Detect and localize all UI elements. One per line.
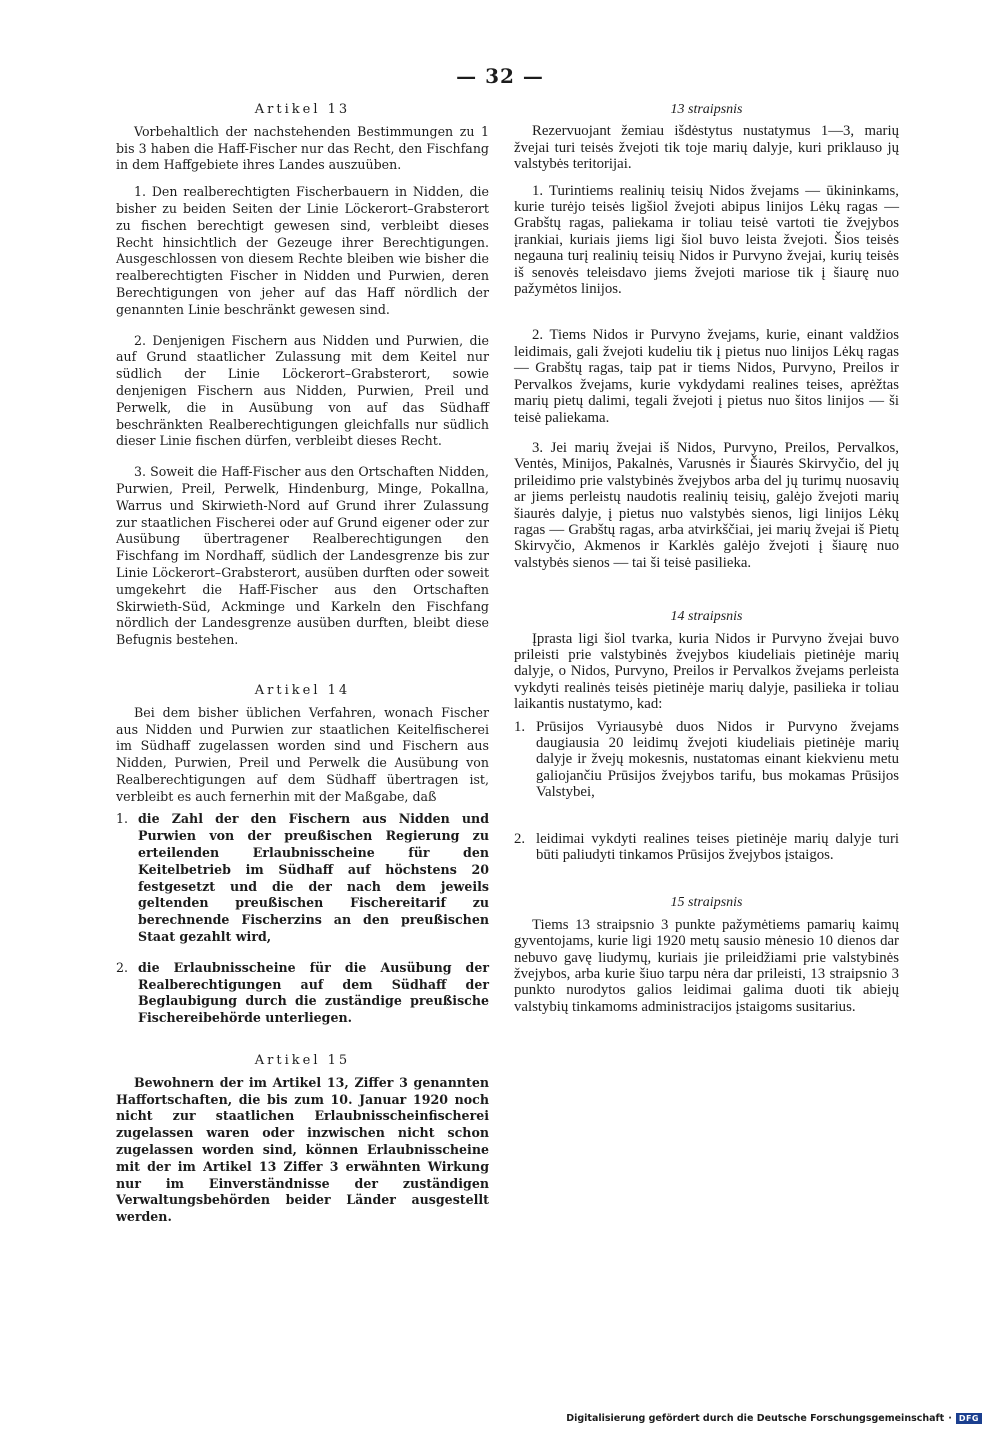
lt-article-14 [514, 609, 899, 863]
de-art14-item-2-text: die Erlaubnisscheine für die Ausübung der Realberechtigungen auf dem Südhaff der Beglaubigung durch die zuständige preußische Fischereibehörde unterliegen. [138, 959, 489, 1026]
lt-art13-item-2: 2. Tiems Nidos ir Purvyno žvejams, kurie, einant valdžios leidimais, gali žvejoti kudeliu tik į pietus nuo linijos Lėkų ragas — Grabštų ragas, taip pat ir tiems Nidos, Purvyno, Preilos ir Pervalkos žvejams, kurie vykdydami realines teises, aprėžtas marių pietų dalimi, tegali žvejoti į pietus nuo šitos linijos — ši teisė paliekama. [514, 327, 899, 426]
de-art15-heading: Artikel 15 [254, 1053, 351, 1069]
lt-art13-item-1: 1. Turintiems realinių teisių Nidos žvejams — ūkininkams, kurie turėjo teisės ligšiol žvejoti abipus linijos Lėkų ragas — Grabštų ragas, paliekama ir toliau teisė vartoti tie žvejybos įrankiai, kuriais jiems ligi šiol buvo leista žvejoti. Šios teisės negauna turį realinių teisių Nidos ir Purvyno žvejai, kurių teisės iš senovės teleisdavo jiems žvejoti mariose tik į šiaurę nuo pažymėtos linijos. [514, 182, 899, 298]
dfg-logo: DFG [956, 1413, 982, 1424]
de-article-13 [116, 102, 489, 649]
lt-art14-item-2-num: 2. [514, 830, 526, 847]
de-art13-item-2: 2. Denjenigen Fischern aus Nidden und Purwien, die auf Grund staatlicher Zulassung mit dem Keitel nur südlich der Linie Löckerort–Grabsterort, sowie denjenigen Fischern aus Nidden, Purwien, Preil und Perwelk, die in Ausübung von auf das Südhaff beschränkten Realberechtigungen gleichfalls nur südlich dieser Linie fischen dürfen, verbleibt dieses Recht. [116, 332, 489, 449]
de-art14-item-2 [116, 960, 489, 1027]
lithuanian-column [514, 102, 899, 1015]
lt-art14-item-1-text: Prūsijos Vyriausybė duos Nidos ir Purvyno žvejams daugiausia 20 leidimų žvejoti kiudeliais pietinėje marių dalyje ir žvejų mokesnis, nustatomas einant kiekvienu metu galiojančiu Prūsijos žvejybos tarifu, bus mokamas Prūsijos Valstybei, [536, 718, 899, 801]
footer-separator: · [948, 1413, 952, 1424]
de-art13-item-3: 3. Soweit die Haff-Fischer aus den Ortschaften Nidden, Purwien, Preil, Perwelk, Hindenburg, Minge, Pokallna, Warrus und Skirwieth-Nord auf Grund ihrer Zulassung zur staatlichen Fischerei oder auf Grund eigener oder zur Ausübung übertragener Realberechtigungen den Fischfang im Nordhaff, südlich der Landesgrenze bis zur Linie Löckerort–Grabsterort, ausüben durften oder soweit umgekehrt die Haff-Fischer aus den Ortschaften Skirwieth-Süd, Ackminge und Karkeln den Fischfang nördlich der Landesgrenze ausüben durften, bleibt diese Befugnis bestehen. [116, 464, 489, 648]
lt-article-15 [514, 895, 899, 1015]
de-art13-intro: Vorbehaltlich der nachstehenden Bestimmungen zu 1 bis 3 haben die Haff-Fischer nur das Recht, den Fischfang in dem Haffgebiete ihres Landes auszuüben. [116, 123, 489, 173]
lt-art15-heading: 15 straipsnis [670, 895, 743, 911]
lt-art14-item-1 [514, 719, 899, 801]
lt-art14-item-2 [514, 831, 899, 864]
de-art14-intro: Bei dem bisher üblichen Verfahren, wonach Fischer aus Nidden und Purwien zur staatlichen Keitelfischerei im Südhaff zugelassen worden sind und Fischern aus Nidden, Purwien, Preil und Perwelk die Ausübung von Realberechtigungen auf dem Südhaff übertragen ist, verbleibt es auch fernerhin mit der Maßgabe, daß [116, 704, 489, 804]
de-article-15 [116, 1053, 489, 1226]
footer-credit [566, 1413, 982, 1424]
lt-art13-item-3: 3. Jei marių žvejai iš Nidos, Purvyno, Preilos, Pervalkos, Ventės, Minijos, Pakalnės, Varusnės ir Šiaurės Skirvyčio, del jų prileidimo prie valstybinės žvejybos arba del jų turimų nuosavių ar jiems perleistų naudotis realinių teisių, galėjo žvejoti marių šiaurės dalyje, į pietus nuo valstybės sienos, ligi linijos Lėkų ragas — Grabštų ragas, arba atvirkščiai, jei marių žvejai iš Pietų Skirvyčio, Akmenos ir Karklės galėjo žvejoti į šiaurę nuo valstybės sienos — tai ši teisė pasilieka. [514, 439, 899, 571]
page-number: — 32 — [456, 64, 544, 88]
lt-art14-intro: Įprasta ligi šiol tvarka, kuria Nidos ir Purvyno žvejai buvo prileisti prie valstybinės žvejybos kiudeliais pietinėje marių dalyje, o Nidos, Purvyno, Preilos ir Pervalkos žvejams perleista vykdyti realinės teisės pietinėje marių dalyje, pasilieka ir toliau laikantis nustatymo, kad: [514, 630, 899, 713]
lt-article-13 [514, 102, 899, 571]
de-art14-heading: Artikel 14 [254, 682, 351, 698]
lt-art14-heading: 14 straipsnis [670, 609, 743, 625]
de-art15-text: Bewohnern der im Artikel 13, Ziffer 3 genannten Haffortschaften, die bis zum 10. Januar 1920 noch nicht zur staatlichen Erlaubnisscheinfischerei zugelassen waren oder inzwischen nicht schon zugelassen worden sind, können Erlaubnisscheine mit der im Artikel 13 Ziffer 3 erwähnten Wirkung nur im Einverständnisse der zuständigen Verwaltungsbehörden beider Länder ausgestellt werden. [116, 1074, 489, 1225]
lt-art14-item-1-num: 1. [514, 718, 526, 735]
de-art14-item-2-num: 2. [116, 959, 129, 975]
de-art14-item-1 [116, 811, 489, 945]
lt-art13-heading: 13 straipsnis [670, 102, 743, 117]
lt-art13-intro: Rezervuojant žemiau išdėstytus nustatymus 1—3, marių žvejai turi teisės žvejoti tik toje marių dalyje, kuri priklauso jų valstybės teritorijai. [514, 123, 899, 173]
de-art13-heading: Artikel 13 [254, 102, 351, 117]
footer-text: Digitalisierung gefördert durch die Deutsche Forschungsgemeinschaft [566, 1413, 945, 1424]
lt-art14-item-2-text: leidimai vykdyti realines teises pietinėje marių dalyje turi būti paliudyti tinkamos Prūsijos žvejybos įstaigos. [536, 830, 899, 864]
de-article-14 [116, 683, 489, 1027]
de-art14-item-1-text: die Zahl der den Fischern aus Nidden und Purwien von der preußischen Regierung zu erteilenden Erlaubnisscheine für den Keitelbetrieb im Südhaff auf höchstens 20 festgesetzt und die der nach dem jeweils geltenden preußischen Fischereitarif zu berechnende Fischerzins an den preußischen Staat gezahlt wird, [138, 811, 489, 945]
german-column [116, 102, 489, 1226]
de-art13-item-1: 1. Den realberechtigten Fischerbauern in Nidden, die bisher zu beiden Seiten der Linie Löckerort–Grabsterort zu fischen berechtigt gewesen sind, verbleibt dieses Recht hinsichtlich der Gezeuge ihrer Berechtigungen. Ausgeschlossen von diesem Rechte bleiben wie bisher die realberechtigten Fischer in Nidden und Purwien, deren Berechtigungen von jeher auf das Haff nördlich der genannten Linie beschränkt gewesen sind. [116, 184, 489, 317]
de-art14-item-1-num: 1. [116, 811, 129, 827]
lt-art15-text: Tiems 13 straipsnio 3 punkte pažymėtiems pamarių kaimų gyventojams, kurie ligi 1920 metų sausio mėnesio 10 dienos dar nebuvo gavę liudymų, kuriais jie prileidžiami prie valstybinės žvejybos, arba kurie šiuo tarpu nėra dar prileisti, 13 straipsnio 3 punkto nurodytos galios leidimai galima duoti tik abiejų valstybių tinkamoms administracijos įstaigoms susitarius. [514, 916, 899, 1015]
